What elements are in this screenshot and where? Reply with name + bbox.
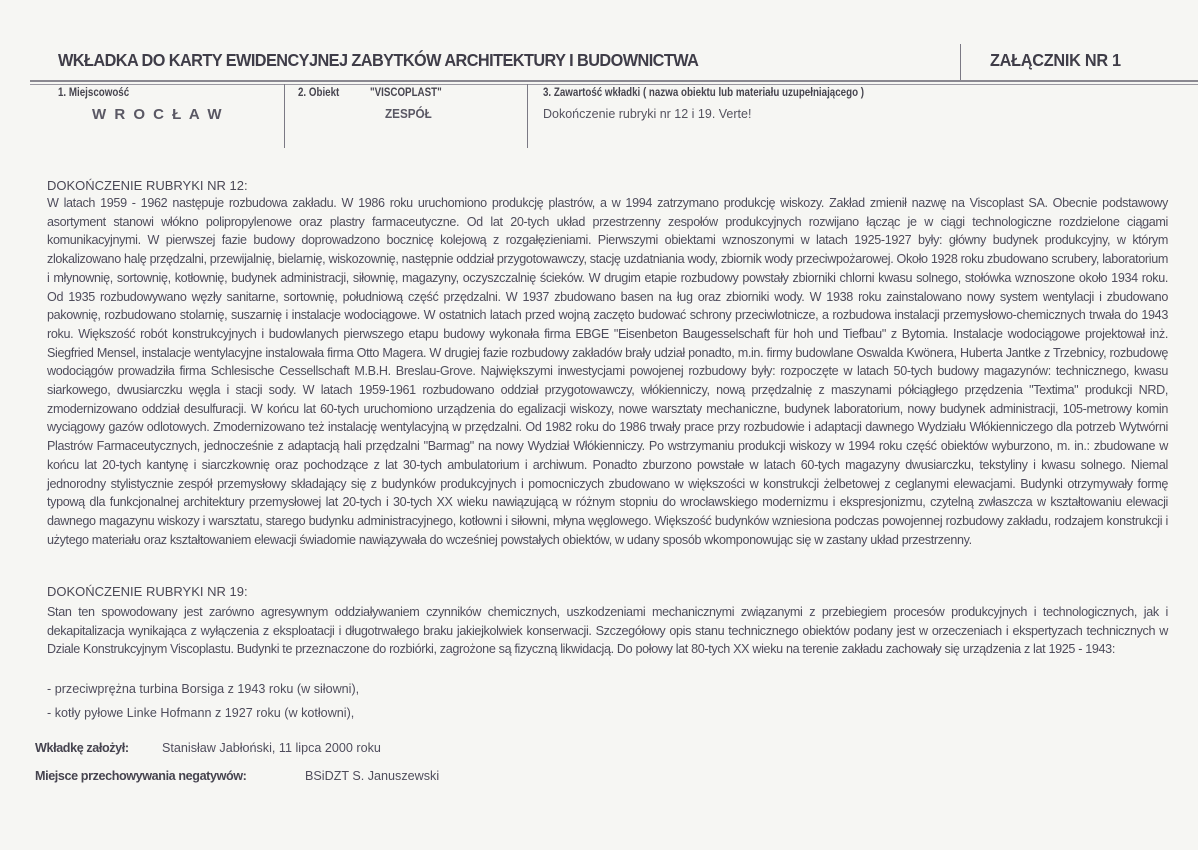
annex-number: ZAŁĄCZNIK NR 1 bbox=[990, 50, 1121, 70]
document-title: WKŁADKA DO KARTY EWIDENCYJNEJ ZABYTKÓW ARCHITEKTURY I BUDOWNICTWA bbox=[58, 50, 699, 70]
section-19-heading: DOKOŃCZENIE RUBRYKI NR 19: bbox=[47, 584, 248, 599]
list-item: - kotły pyłowe Linke Hofmann z 1927 roku (w kotłowni), bbox=[47, 706, 355, 720]
negatives-value: BSiDZT S. Januszewski bbox=[305, 769, 440, 783]
field-divider bbox=[284, 84, 285, 148]
section-12-heading: DOKOŃCZENIE RUBRYKI NR 12: bbox=[47, 178, 248, 193]
author-label: Wkładkę założył: bbox=[35, 741, 129, 755]
negatives-label: Miejsce przechowywania negatywów: bbox=[35, 769, 247, 783]
content-label: 3. Zawartość wkładki ( nazwa obiektu lub materiału uzupełniającego ) bbox=[543, 87, 865, 99]
object-value: ZESPÓŁ bbox=[385, 106, 432, 121]
author-value: Stanisław Jabłoński, 11 lipca 2000 roku bbox=[162, 741, 381, 755]
object-label: 2. Obiekt bbox=[298, 87, 340, 99]
header-rule bbox=[30, 80, 1198, 82]
header-rule-secondary bbox=[30, 84, 1198, 85]
section-19-text: Stan ten spowodowany jest zarówno agresywnym oddziaływaniem czynników chemicznych, uszkodzeniami mechanicznymi związanymi z przebiegiem procesów produkcyjnych i technologicznych, jak i dekapitalizacja wynikająca z wyłączenia z eksploatacji i długotrwałego braku jakiejkolwiek konserwacji. Szczegółowy opis stanu technicznego obiektów podany jest w orzeczeniach i ekspertyzach technicznych w Dziale Konstrukcyjnym Viscoplastu. Budynki te przeznaczone do rozbiórki, zagrożone są fizyczną likwidacją. Do połowy lat 80-tych XX wieku na terenie zakładu zachowały się urządzenia z lat 1925 - 1943: bbox=[47, 605, 1168, 657]
title-divider bbox=[960, 44, 961, 80]
content-value: Dokończenie rubryki nr 12 i 19. Verte! bbox=[543, 107, 752, 121]
locality-value: W R O C Ł A W bbox=[92, 106, 224, 123]
locality-label: 1. Miejscowość bbox=[58, 87, 130, 99]
field-divider bbox=[527, 84, 528, 148]
object-name: "VISCOPLAST" bbox=[370, 87, 442, 99]
list-item: - przeciwprężna turbina Borsiga z 1943 roku (w siłowni), bbox=[47, 682, 360, 696]
section-12-text: W latach 1959 - 1962 następuje rozbudowa zakładu. W 1986 roku uruchomiono produkcję plastrów, a w 1994 zatrzymano produkcję wiskozy. Zakład zmienił nazwę na Viscoplast SA. Obecnie podstawowy asortyment stanowi włókno polipropylenowe oraz plastry farmaceutyczne. Od lat 20-tych układ przestrzenny zespołów produkcyjnych rozwijano łącząc je w ciągi technologiczne rozdzielone ciągami komunikacyjnymi. W pierwszej fazie budowy doprowadzono bocznicę kolejową z rozgałęzieniami. Pierwszymi obiektami wznoszonymi w latach 1925-1927 były: główny budynek produkcyjny, w którym zlokalizowano halę przędzalni, przewijalnię, bielarnię, wiskozownię, następnie oddział przygotowawczy, stację uzdatniania wody, zbiornik wody przeciwpożarowej. Około 1928 roku zbudowano scrubery, laboratorium i młynownię, sortownię, kotłownię, budynek administracji, siłownię, magazyny, oczyszczalnię ścieków. W drugim etapie rozbudowy powstały zbiorniki chlorni kwasu solnego, stołówka wznoszone około 1934 roku. Od 1935 rozbudowywano węzły sanitarne, sortownię, południową część przędzalni. W 1937 zbudowano basen na ług oraz zbiorniki wody. W 1938 roku zainstalowano nowy system wentylacji i zbudowano pakownię, rozbudowano stolarnię, suszarnię i instalacje wodociągowe. W ostatnich latach przed wojną zaczęto budować schrony przeciwlotnicze, a rozbudowa instalacji przemysłowo-chemicznych trwała do 1943 roku. Większość robót konstrukcyjnych i budowlanych pierwszego etapu budowy wykonała firma EBGE "Eisenbeton Baugesselschaft für hoh und Tiefbau" z Bytomia. Instalacje wodociągowe projektował inż. Siegfried Mensel, instalacje wentylacyjne instalowała firma Otto Magera. W drugiej fazie rozbudowy zakładów brały udział ponadto, m.in. firmy budowlane Oswalda Kwönera, Huberta Jantke z Trzebnicy, rozbudowę wodociągów prowadziła firma Schlesische Cessellschaft M.B.H. Breslau-Grove. Największymi inwestycjami powojenej rozbudowy były: rozpoczęte w latach 50-tych budowy magazynów: technicznego, kwasu siarkowego, dwusiarczku węgla i stacji sody. W latach 1959-1961 rozbudowano oddział przygotowawczy, włókienniczy, nową przędzalnię z maszynami półciągłego przędzenia "Textima" produkcji NRD, zmodernizowano oddział desulfuracji. W końcu lat 60-tych uruchomiono urządzenia do egalizacji wiskozy, nowe warsztaty mechaniczne, budynek laboratorium, nowy budynek administracji, 105-metrowy komin wyciągowy gazów odlotowych. Zmodernizowano też instalację wentylacyjną w przędzalni. Od 1982 roku do 1986 trwały prace przy rozbudowie i adaptacji dawnego Wydziału Włókienniczego dla potrzeb Wytwórni Plastrów Farmaceutycznych, jednocześnie z adaptacją hali przędzalni "Barmag" na nowy Wydział Włókienniczy. Po wstrzymaniu produkcji wiskozy w 1994 roku część obiektów wyburzono, m. in.: zbudowane w końcu lat 20-tych kantynę i siarczkownię oraz pochodzące z lat 30-tych ambulatorium i archiwum. Ponadto zburzono powstałe w latach 60-tych magazyny dwusiarczku, tekstyliny i kwasu solnego. Niemal jednorodny stylistycznie zespół przemysłowy składający się z budynków produkcyjnych i pomocniczych zbudowano w większości w konstrukcji żelbetowej z ceglanymi elewacjami. Budynki otrzymywały formę typową dla funkcjonalnej architektury przemysłowej lat 20-tych i 30-tych XX wieku nawiązującą w różnym stopniu do wrocławskiego modernizmu i ekspresjonizmu, czytelną zwłaszcza w kształtowaniu elewacji dawnego magazynu wiskozy i warsztatu, starego budynku administracyjnego, kotłowni i siłowni, młyna węglowego. Większość budynków wzniesiona podczas powojennej rozbudowy zakładu, rodzajem konstrukcji i użytego materiału oraz kształtowaniem elewacji świadomie nawiązywała do wcześniej powstałych obiektów, w udany sposób wkomponowując się w zastany układ przestrzenny. bbox=[47, 196, 1168, 547]
